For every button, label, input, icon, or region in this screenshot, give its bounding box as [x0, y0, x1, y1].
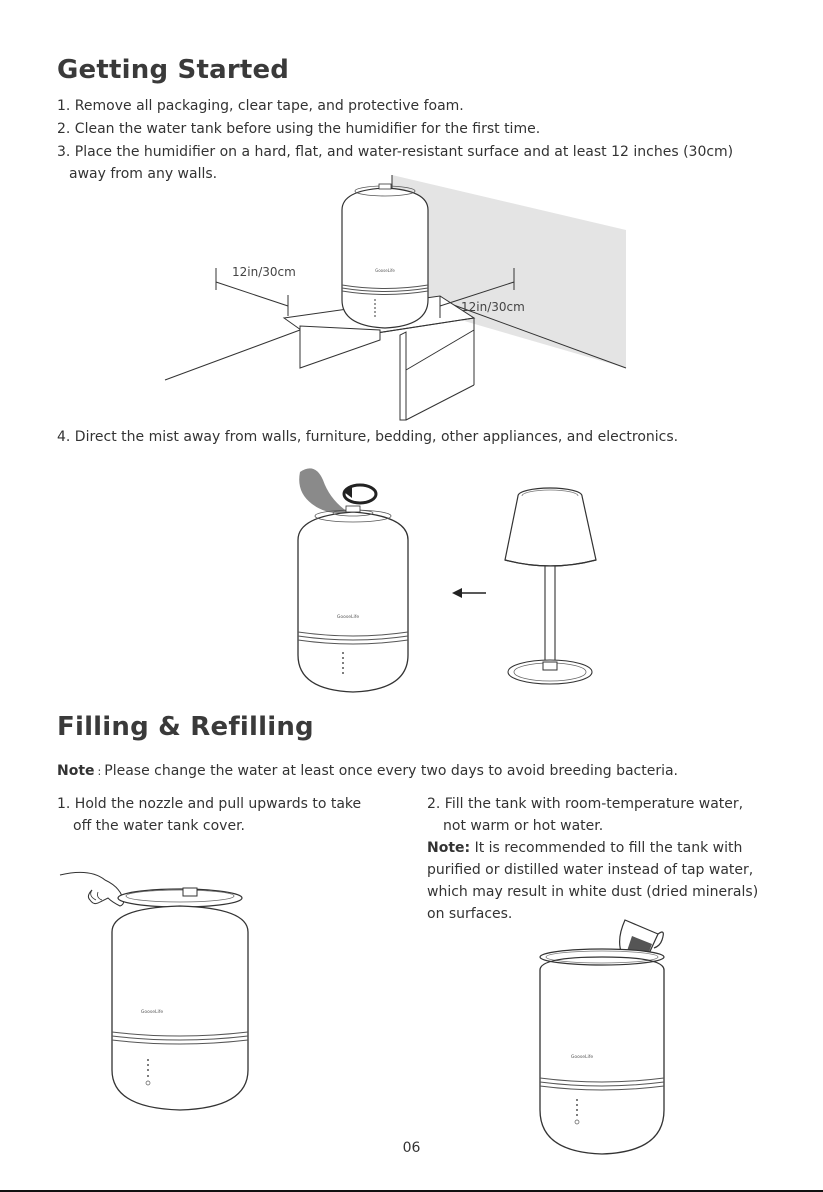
humidifier-tank-open-icon	[540, 949, 664, 1154]
humidifier-on-table-icon	[342, 184, 428, 328]
note-text: Please change the water at least once every two days to avoid breeding bacteria.	[104, 763, 679, 779]
note-paragraph	[57, 760, 678, 783]
fill-step-2-line2: not warm or hot water.	[443, 818, 604, 834]
humidifier-icon	[298, 506, 408, 692]
note-separator: :	[97, 765, 102, 778]
fill-note-line2: purified or distilled water instead of tap water,	[427, 862, 754, 878]
mist-plume-icon	[299, 468, 348, 513]
placement-illustration	[0, 0, 823, 440]
fill-step-2-line1: 2. Fill the tank with room-temperature water,	[427, 796, 744, 812]
step-1-text: 1. Remove all packaging, clear tape, and protective foam.	[57, 98, 464, 114]
step-2-text: 2. Clean the water tank before using the humidifier for the first time.	[57, 121, 541, 137]
fill-tank-illustration	[400, 910, 823, 1160]
step-3-text-line1: 3. Place the humidifier on a hard, flat, and water-resistant surface and at least 12 inches (30cm)	[57, 144, 734, 160]
step-3-text-line2: away from any walls.	[69, 166, 218, 182]
section-title-getting-started: Getting Started	[57, 55, 290, 85]
section-title-filling-refilling: Filling & Refilling	[57, 712, 314, 742]
fill-note-line1: Note: It is recommended to fill the tank with	[427, 840, 743, 856]
arrow-left-icon	[452, 588, 486, 598]
fill-note-line3: which may result in white dust (dried minerals)	[427, 884, 759, 900]
step-4-text: 4. Direct the mist away from walls, furniture, bedding, other appliances, and electronics.	[57, 429, 679, 445]
fill-step-1-line1: 1. Hold the nozzle and pull upwards to take	[57, 796, 362, 812]
brand-logo-mid: GooseLife	[336, 615, 360, 620]
page-number: 06	[402, 1140, 421, 1156]
fill-note-label: Note:	[427, 840, 471, 856]
dimension-right-label: 12in/30cm	[461, 300, 525, 314]
table-lamp-icon	[505, 488, 596, 684]
rotate-nozzle-icon	[344, 485, 376, 503]
humidifier-tank-icon	[112, 906, 248, 1110]
remove-cover-illustration	[0, 850, 400, 1120]
hand-icon	[60, 872, 124, 906]
brand-logo-right: GooseLife	[570, 1055, 594, 1060]
brand-logo-left: GooseLife	[140, 1010, 164, 1015]
brand-logo-small: GooseLife	[375, 268, 395, 273]
fill-step-1-line2: off the water tank cover.	[73, 818, 246, 834]
dimension-left-label: 12in/30cm	[232, 265, 296, 279]
tank-cover-icon	[118, 888, 242, 907]
note-label: Note	[57, 763, 95, 779]
fill-note-line4: on surfaces.	[427, 906, 513, 922]
mist-direction-illustration	[0, 460, 823, 700]
